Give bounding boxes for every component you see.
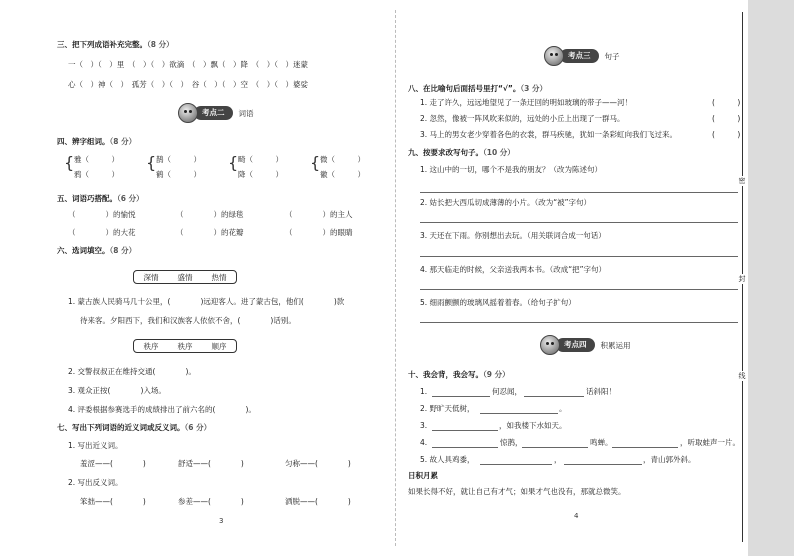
s10-q5-text: 5. 故人具鸡黍， bbox=[420, 455, 475, 464]
answer-paren[interactable]: ( ) bbox=[712, 98, 741, 107]
brace-icon: { bbox=[64, 153, 75, 172]
answer-paren[interactable]: ( ) bbox=[712, 130, 741, 139]
answer-line[interactable] bbox=[420, 192, 738, 193]
s10-q4-text: 鸣蝉。 bbox=[590, 438, 613, 447]
gray-margin-strip bbox=[748, 0, 794, 556]
s5-item: （ ）的绿毯 bbox=[176, 210, 244, 219]
answer-line[interactable] bbox=[432, 430, 498, 431]
s7-item: 参差——( ) bbox=[178, 497, 244, 506]
s7-item: 羞涩——( ) bbox=[80, 459, 146, 468]
s9-q5: 5. 细雨颤颤的玻璃风摇着着春。（给句子扩句） bbox=[420, 298, 576, 307]
binding-label: 封 bbox=[736, 274, 748, 284]
s10-q1-text: 话斜阳！ bbox=[586, 387, 616, 396]
s7-heading: 七、写出下列词语的近义词或反义词。（6 分） bbox=[57, 423, 212, 432]
kaodian-title: 积累运用 bbox=[600, 340, 631, 350]
word-pair-item: 鹊（ ） bbox=[156, 155, 201, 164]
s8-q2: 2. 忽然，像被一阵风吹来似的，远处的小丘上出现了一群马。 bbox=[420, 114, 625, 123]
brace-icon: { bbox=[228, 153, 239, 172]
s8-heading: 八、在比喻句后面括号里打“√”。（3 分） bbox=[408, 84, 547, 93]
s5-item: （ ）的愉悦 bbox=[68, 210, 136, 219]
kaodian4-badge bbox=[540, 335, 631, 355]
word-pair-item: 微（ ） bbox=[320, 155, 365, 164]
answer-line[interactable] bbox=[524, 396, 584, 397]
s10-q2-end: 。 bbox=[559, 404, 567, 413]
answer-line[interactable] bbox=[420, 256, 738, 257]
s5-item: （ ）的眼睛 bbox=[285, 228, 353, 237]
s5-item: （ ）的花瓣 bbox=[176, 228, 244, 237]
word-box-2 bbox=[133, 339, 237, 353]
word-option: 秩序 bbox=[143, 341, 159, 351]
smiley-icon bbox=[540, 335, 560, 355]
s6-q4: 4. 评委根据参赛选手的成绩排出了前六名的( )。 bbox=[68, 405, 256, 414]
smiley-icon bbox=[544, 46, 564, 66]
s10-q1-num: 1. bbox=[420, 387, 428, 396]
rjyl-heading: 日积月累 bbox=[408, 471, 438, 480]
answer-line[interactable] bbox=[432, 447, 498, 448]
kaodian-label: 考点三 bbox=[560, 49, 599, 63]
s7-item: 洒脱——( ) bbox=[285, 497, 351, 506]
s3-heading: 三、把下列成语补充完整。（8 分） bbox=[57, 40, 174, 49]
s9-heading: 九、按要求改写句子。（10 分） bbox=[408, 148, 515, 157]
s10-q5-text: ， bbox=[554, 455, 562, 464]
s9-q1: 1. 这山中的一切，哪个不是我的朋友？（改为陈述句） bbox=[420, 165, 603, 174]
s10-q2-text: 2. 野旷天低树， bbox=[420, 404, 475, 413]
binding-label: 线 bbox=[736, 371, 748, 381]
kaodian-label: 考点四 bbox=[556, 338, 595, 352]
word-pair-item: 畸（ ） bbox=[238, 155, 283, 164]
word-option: 深情 bbox=[143, 272, 159, 282]
word-pair-item: 降（ ） bbox=[238, 170, 283, 179]
brace-icon: { bbox=[146, 153, 157, 172]
kaodian3-badge bbox=[544, 46, 620, 66]
s10-q4-num: 4. bbox=[420, 438, 428, 447]
answer-line[interactable] bbox=[432, 396, 490, 397]
kaodian-title: 句子 bbox=[604, 51, 620, 61]
kaodian-label: 考点二 bbox=[194, 106, 233, 120]
word-box-1 bbox=[133, 270, 237, 284]
s5-item: （ ）的大花 bbox=[68, 228, 136, 237]
s7-sub1: 1. 写出近义词。 bbox=[68, 441, 123, 450]
s10-q3-num: 3. bbox=[420, 421, 428, 430]
s6-q1-line2: 待来客。夕阳西下，我们和汉族客人依依不舍，( )话别。 bbox=[80, 316, 296, 325]
answer-line[interactable] bbox=[522, 447, 588, 448]
s10-heading: 十、我会背，我会写。（9 分） bbox=[408, 370, 510, 379]
s10-q1-text: 何忍闻， bbox=[492, 387, 522, 396]
kaodian-title: 词语 bbox=[238, 108, 254, 118]
s8-q1: 1. 走了许久，远远地望见了一条迂回的明如玻璃的带子——河！ bbox=[420, 98, 633, 107]
s6-heading: 六、选词填空。（8 分） bbox=[57, 246, 137, 255]
page-number: 3 bbox=[219, 517, 224, 525]
word-option: 顺序 bbox=[211, 341, 227, 351]
s6-q3: 3. 观众正按( )入场。 bbox=[68, 386, 166, 395]
right-page bbox=[396, 0, 742, 556]
s3-row-1: 一（ ）（ ）里 （ ）（ ）欲滴 （ ）飘（ ）降 （ ）（ ）迷蒙 bbox=[68, 60, 308, 69]
answer-line[interactable] bbox=[480, 464, 552, 465]
answer-line[interactable] bbox=[480, 413, 558, 414]
answer-line[interactable] bbox=[612, 447, 678, 448]
s9-q4: 4. 那天临走的时候，父亲送我两本书。（改成“把”字句） bbox=[420, 265, 607, 274]
word-pair-item: 雅（ ） bbox=[74, 155, 119, 164]
s5-item: （ ）的主人 bbox=[285, 210, 353, 219]
rjyl-text: 如果长得不好，就让自己有才气；如果才气也没有，那就总微笑。 bbox=[408, 487, 626, 496]
s6-q2: 2. 交警叔叔正在维持交通( )。 bbox=[68, 367, 196, 376]
brace-icon: { bbox=[310, 153, 321, 172]
s9-q3: 3. 天还在下雨。你别想出去玩。（用关联词合成一句话） bbox=[420, 231, 606, 240]
answer-paren[interactable]: ( ) bbox=[712, 114, 741, 123]
word-option: 盛情 bbox=[177, 272, 193, 282]
s9-q2: 2. 姑长把大西瓜切成薄薄的小片。（改为“被”字句） bbox=[420, 198, 592, 207]
answer-line[interactable] bbox=[420, 322, 738, 323]
smiley-icon bbox=[178, 103, 198, 123]
binding-label: 密 bbox=[736, 176, 748, 186]
s4-heading: 四、辨字组词。（8 分） bbox=[57, 137, 137, 146]
answer-line[interactable] bbox=[420, 222, 738, 223]
page-number: 4 bbox=[574, 512, 579, 520]
word-option: 热情 bbox=[211, 272, 227, 282]
s3-row-2: 心（ ）神（ ） 孤芳（ ）（ ） 谷（ ）（ ）空 （ ）（ ）婆娑 bbox=[68, 80, 308, 89]
s7-item: 匀称——( ) bbox=[285, 459, 351, 468]
s10-q5-text: ，青山郭外斜。 bbox=[643, 455, 696, 464]
s10-q3-text: ，如我楼下水如天。 bbox=[499, 421, 567, 430]
word-pair-item: 鹤（ ） bbox=[156, 170, 201, 179]
word-pair-item: 徽（ ） bbox=[320, 170, 365, 179]
answer-line[interactable] bbox=[564, 464, 642, 465]
s8-q3: 3. 马上的男女老少穿着各色的衣裳，群马疾驰，犹如一条彩虹向我们飞过来。 bbox=[420, 130, 678, 139]
s5-heading: 五、词语巧搭配。（6 分） bbox=[57, 194, 144, 203]
s6-q1-line1: 1. 蒙古族人民骑马几十公里，( )远迎客人。进了蒙古包，他们( )款 bbox=[68, 297, 345, 306]
kaodian2-badge bbox=[178, 103, 254, 123]
s7-sub2: 2. 写出反义词。 bbox=[68, 478, 123, 487]
s7-item: 笨拙——( ) bbox=[80, 497, 146, 506]
s10-q4-text: ，听取蛙声一片。 bbox=[680, 438, 740, 447]
word-option: 秩序 bbox=[177, 341, 193, 351]
left-page bbox=[0, 0, 396, 556]
s7-item: 舒适——( ) bbox=[178, 459, 244, 468]
word-pair-item: 鸦（ ） bbox=[74, 170, 119, 179]
s10-q4-text: 惊鹊， bbox=[500, 438, 523, 447]
answer-line[interactable] bbox=[420, 289, 738, 290]
